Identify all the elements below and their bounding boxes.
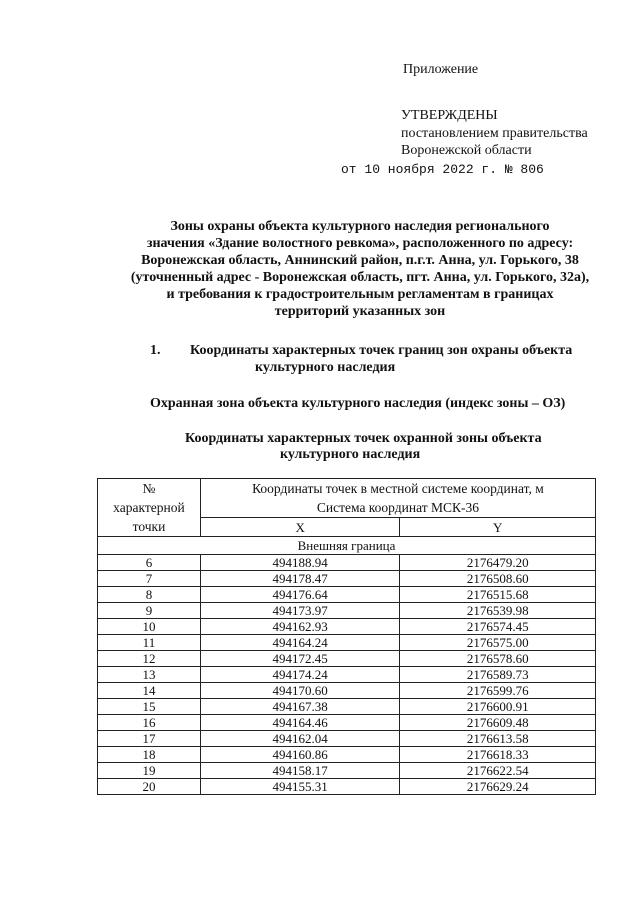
col-point-header-line: точки <box>132 519 166 534</box>
x-coordinate-cell: 494164.46 <box>200 715 400 731</box>
table-row <box>98 731 596 747</box>
coord-header-line: Система координат МСК-36 <box>316 500 479 515</box>
title-line: (уточненный адрес - Воронежская область, пгт. Анна, ул. Горького, 32а), <box>130 270 590 285</box>
table-row <box>98 619 596 635</box>
point-number-cell: 14 <box>98 683 201 699</box>
point-number-cell: 18 <box>98 747 201 763</box>
x-coordinate-cell: 494162.04 <box>200 731 400 747</box>
table-row <box>98 699 596 715</box>
col-point-header <box>98 479 201 537</box>
x-coordinate-cell: 494155.31 <box>200 779 400 795</box>
y-coordinate-cell: 2176599.76 <box>400 683 596 699</box>
title-line: и требования к градостроительным регламентам в границах <box>166 287 554 302</box>
x-coordinate-cell: 494178.47 <box>200 571 400 587</box>
table-row <box>98 555 596 571</box>
y-coordinate-cell: 2176600.91 <box>400 699 596 715</box>
y-coordinate-cell: 2176539.98 <box>400 603 596 619</box>
y-coordinate-cell: 2176578.60 <box>400 651 596 667</box>
approved-label: УТВЕРЖДЕНЫ <box>401 108 498 123</box>
table-row <box>98 667 596 683</box>
table-row <box>98 683 596 699</box>
x-coordinate-cell: 494170.60 <box>200 683 400 699</box>
point-number-cell: 20 <box>98 779 201 795</box>
section-heading-line-1: Координаты характерных точек границ зон охраны объекта <box>190 343 573 358</box>
table-row <box>98 571 596 587</box>
coordinates-table <box>97 478 596 795</box>
table-row <box>98 747 596 763</box>
x-coordinate-cell: 494173.97 <box>200 603 400 619</box>
table-row <box>98 715 596 731</box>
table-row <box>98 651 596 667</box>
point-number-cell: 16 <box>98 715 201 731</box>
approval-line-1: постановлением правительства <box>401 126 588 141</box>
x-coordinate-cell: 494172.45 <box>200 651 400 667</box>
boundary-label: Внешняя граница <box>98 537 596 555</box>
zone-heading: Охранная зона объекта культурного наследия (индекс зоны – ОЗ) <box>150 396 566 411</box>
x-header: X <box>200 518 400 537</box>
point-number-cell: 11 <box>98 635 201 651</box>
point-number-cell: 13 <box>98 667 201 683</box>
y-coordinate-cell: 2176609.48 <box>400 715 596 731</box>
table-row <box>98 779 596 795</box>
coord-header <box>200 479 595 518</box>
title-line: значения «Здание волостного ревкома», расположенного по адресу: <box>146 236 574 251</box>
appendix-label: Приложение <box>403 62 479 77</box>
col-point-header-line: характерной <box>113 500 185 515</box>
table-row <box>98 603 596 619</box>
point-number-cell: 6 <box>98 555 201 571</box>
title-line: территорий указанных зон <box>274 304 446 319</box>
section-number: 1. <box>150 343 161 358</box>
point-number-cell: 15 <box>98 699 201 715</box>
table-title-line-1: Координаты характерных точек охранной зоны объекта <box>185 431 542 446</box>
point-number-cell: 17 <box>98 731 201 747</box>
table-title-line-2: культурного наследия <box>280 447 421 462</box>
x-coordinate-cell: 494174.24 <box>200 667 400 683</box>
x-coordinate-cell: 494162.93 <box>200 619 400 635</box>
col-point-header-line: № <box>142 481 156 496</box>
coord-header-line: Координаты точек в местной системе координат, м <box>252 481 544 496</box>
x-coordinate-cell: 494167.38 <box>200 699 400 715</box>
title-line: Зоны охраны объекта культурного наследия регионального <box>170 219 550 234</box>
y-coordinate-cell: 2176479.20 <box>400 555 596 571</box>
x-coordinate-cell: 494176.64 <box>200 587 400 603</box>
table-row <box>98 763 596 779</box>
point-number-cell: 9 <box>98 603 201 619</box>
title-line: Воронежская область, Аннинский район, п.г.т. Анна, ул. Горького, 38 <box>141 253 579 268</box>
y-coordinate-cell: 2176515.68 <box>400 587 596 603</box>
approval-line-2: Воронежской области <box>401 143 532 158</box>
y-coordinate-cell: 2176575.00 <box>400 635 596 651</box>
table-row <box>98 635 596 651</box>
point-number-cell: 10 <box>98 619 201 635</box>
section-heading-line-2: культурного наследия <box>255 360 396 375</box>
point-number-cell: 19 <box>98 763 201 779</box>
table-row <box>98 587 596 603</box>
y-coordinate-cell: 2176629.24 <box>400 779 596 795</box>
approval-date: от 10 ноября 2022 г. № 806 <box>341 162 544 177</box>
point-number-cell: 8 <box>98 587 201 603</box>
x-coordinate-cell: 494158.17 <box>200 763 400 779</box>
y-header: Y <box>400 518 596 537</box>
y-coordinate-cell: 2176622.54 <box>400 763 596 779</box>
x-coordinate-cell: 494188.94 <box>200 555 400 571</box>
y-coordinate-cell: 2176508.60 <box>400 571 596 587</box>
x-coordinate-cell: 494164.24 <box>200 635 400 651</box>
point-number-cell: 7 <box>98 571 201 587</box>
y-coordinate-cell: 2176589.73 <box>400 667 596 683</box>
x-coordinate-cell: 494160.86 <box>200 747 400 763</box>
document-title <box>95 218 625 320</box>
y-coordinate-cell: 2176574.45 <box>400 619 596 635</box>
y-coordinate-cell: 2176618.33 <box>400 747 596 763</box>
point-number-cell: 12 <box>98 651 201 667</box>
y-coordinate-cell: 2176613.58 <box>400 731 596 747</box>
